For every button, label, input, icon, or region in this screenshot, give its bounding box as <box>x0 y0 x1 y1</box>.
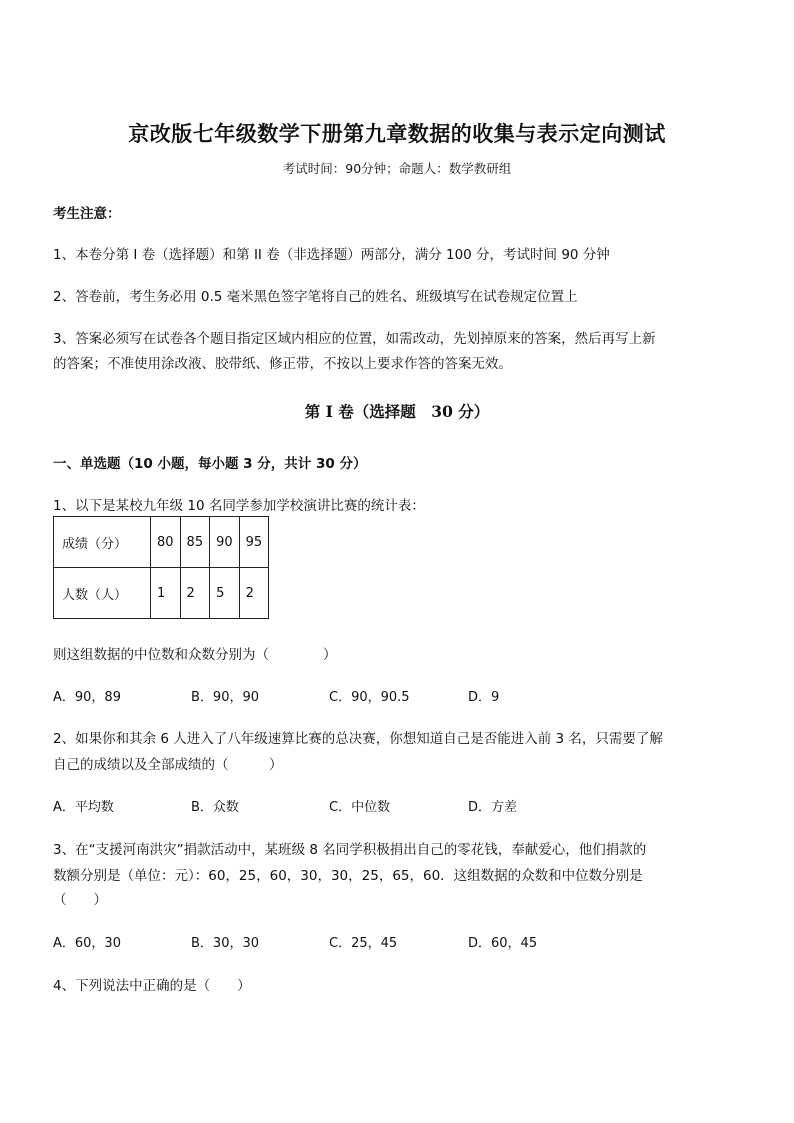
page-title: 京改版七年级数学下册第九章数据的收集与表示定向测试 <box>128 121 666 146</box>
option-a: A．平均数 <box>53 800 114 815</box>
option-d: D．9 <box>468 690 500 705</box>
option-a: A．60，30 <box>53 936 121 951</box>
table-cell: 85 <box>180 517 210 568</box>
q2-line-2: 自己的成绩以及全部成绩的（ ） <box>53 757 283 773</box>
note-item-1: 1、本卷分第 I 卷（选择题）和第 II 卷（非选择题）两部分，满分 100 分，考试时间 90 分钟 <box>53 247 610 263</box>
table-cell: 95 <box>239 517 269 568</box>
section-title: 第 I 卷（选择题 30 分） <box>304 402 490 421</box>
note-item-3-cont: 的答案；不准使用涂改液、胶带纸、修正带，不按以上要求作答的答案无效。 <box>53 356 512 372</box>
notes-heading: 考生注意： <box>53 206 121 222</box>
note-item-2: 2、答卷前，考生务必用 0.5 毫米黑色签字笔将自己的姓名、班级填写在试卷规定位置上 <box>53 289 578 305</box>
q4-stem: 4、下列说法中正确的是（ ） <box>53 978 251 994</box>
table-cell: 5 <box>210 568 240 619</box>
q1-stem: 1、以下是某校九年级 10 名同学参加学校演讲比赛的统计表： <box>53 498 425 514</box>
exam-subtitle: 考试时间：90分钟；命题人：数学教研组 <box>282 161 512 176</box>
table-row <box>54 517 269 568</box>
part-heading: 一、单选题（10 小题，每小题 3 分，共计 30 分） <box>53 456 367 472</box>
q2-line-1: 2、如果你和其余 6 人进入了八年级速算比赛的总决赛，你想知道自己是否能进入前 3 名，只需要了解 <box>53 731 663 747</box>
table-row <box>54 568 269 619</box>
table-cell: 80 <box>151 517 181 568</box>
q3-line-3: （ ） <box>53 892 107 908</box>
table-cell: 2 <box>180 568 210 619</box>
option-a: A．90，89 <box>53 690 121 705</box>
option-c: C．25，45 <box>329 936 398 951</box>
note-item-3: 3、答案必须写在试卷各个题目指定区域内相应的位置，如需改动，先划掉原来的答案，然后再写上新 <box>53 331 656 347</box>
table-cell: 成绩（分） <box>54 517 151 568</box>
table-cell: 人数（人） <box>54 568 151 619</box>
table-cell: 90 <box>210 517 240 568</box>
option-b: B．众数 <box>191 800 239 815</box>
q1-prompt: 则这组数据的中位数和众数分别为（ ） <box>53 647 337 663</box>
option-d: D．方差 <box>468 800 518 815</box>
q3-line-1: 3、在“支援河南洪灾”捐款活动中，某班级 8 名同学积极捐出自己的零花钱，奉献爱心，他们捐款的 <box>53 842 647 858</box>
option-c: C．中位数 <box>329 800 391 815</box>
table-cell: 2 <box>239 568 269 619</box>
option-c: C．90，90.5 <box>329 690 410 705</box>
q1-stats-table <box>53 516 269 619</box>
table-cell: 1 <box>151 568 181 619</box>
q3-line-2: 数额分别是（单位：元）：60，25，60，30，30，25，65，60．这组数据的众数和中位数分别是 <box>53 868 643 884</box>
option-b: B．30，30 <box>191 936 260 951</box>
option-d: D．60，45 <box>468 936 538 951</box>
option-b: B．90，90 <box>191 690 260 705</box>
